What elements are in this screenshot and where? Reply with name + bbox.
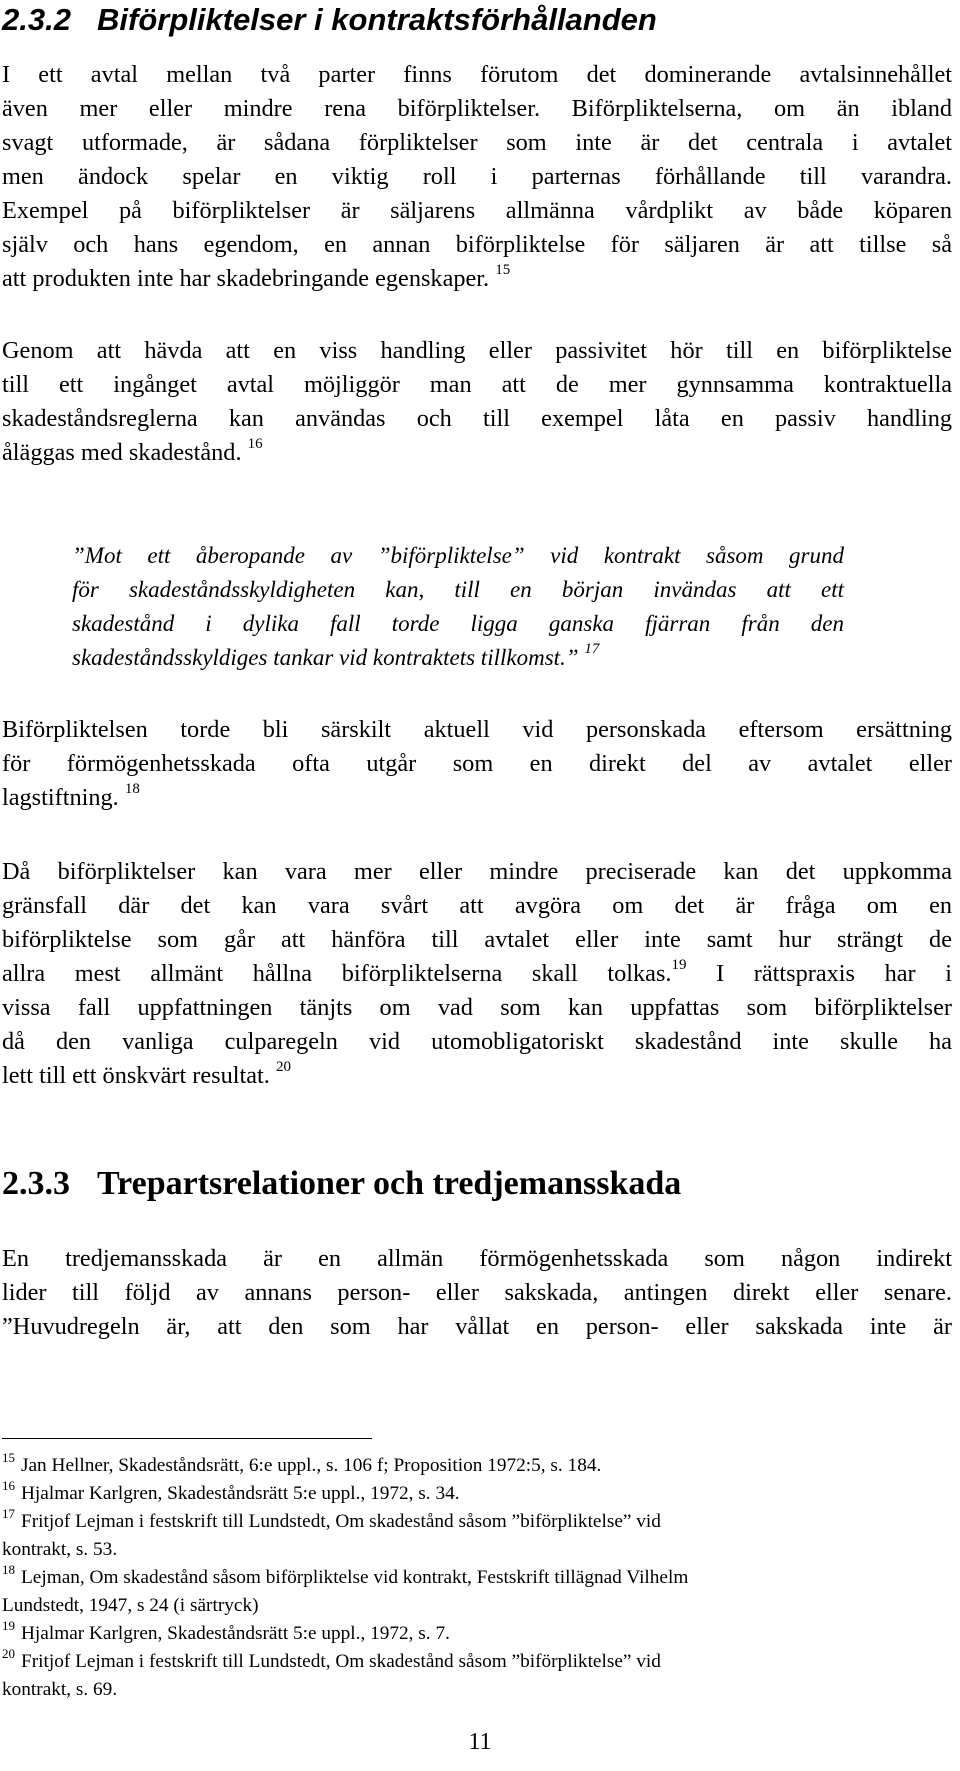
footnote-text: Fritjof Lejman i festskrift till Lundstedt, Om skadestånd såsom ”biförpliktelse” vid <box>21 1511 661 1532</box>
text-line: skadeståndsreglerna kan användas och till exempel låta en passiv handling <box>2 405 952 432</box>
footnote-number: 18 <box>2 1561 15 1577</box>
section-title: Biförpliktelser i kontraktsförhållanden <box>97 2 657 37</box>
paragraph-personskada <box>2 713 952 815</box>
quote-line <box>72 641 844 675</box>
footnote-text: Lejman, Om skadestånd såsom biförpliktelse vid kontrakt, Festskrift tillägnad Vilhelm <box>21 1567 689 1588</box>
footnote-text: Hjalmar Karlgren, Skadeståndsrätt 5:e uppl., 1972, s. 34. <box>21 1483 460 1504</box>
section-number: 2.3.3 <box>2 1165 70 1202</box>
footnote-ref[interactable]: 17 <box>584 641 600 658</box>
text-line <box>2 436 952 470</box>
footnote-text: Fritjof Lejman i festskrift till Lundstedt, Om skadestånd såsom ”biförpliktelse” vid <box>21 1651 661 1672</box>
footnote-text-continued: kontrakt, s. 69. <box>2 1679 118 1700</box>
text-line: En tredjemansskada är en allmän förmögenhetsskada som någon indirekt <box>2 1245 952 1272</box>
quote-line: för skadeståndsskyldigheten kan, till en början invändas att ett <box>72 577 844 602</box>
text-line: ”Huvudregeln är, att den som har vållat en person- eller sakskada inte är <box>2 1313 952 1340</box>
text-line: Exempel på biförpliktelser är säljarens allmänna vårdplikt av både köparen <box>2 197 952 224</box>
footnote-text-continued: Lundstedt, 1947, s 24 (i särtryck) <box>2 1595 259 1616</box>
footnote-number: 15 <box>2 1449 15 1465</box>
quote-line: skadestånd i dylika fall torde ligga ganska fjärran från den <box>72 611 844 636</box>
text-fragment: lagstiftning. <box>2 784 119 811</box>
paragraph-gransfall <box>2 855 952 1093</box>
section-number: 2.3.2 <box>2 2 71 37</box>
footnote-16 <box>2 1477 952 1508</box>
section-heading-2-3-3 <box>2 1162 681 1206</box>
footnote-text: Jan Hellner, Skadeståndsrätt, 6:e uppl., s. 106 f; Proposition 1972:5, s. 184. <box>21 1455 602 1476</box>
footnote-text: Hjalmar Karlgren, Skadeståndsrätt 5:e uppl., 1972, s. 7. <box>21 1623 450 1644</box>
text-line: själv och hans egendom, en annan biförpliktelse för säljaren är att tillse så <box>2 231 952 258</box>
text-fragment: åläggas med skadestånd. <box>2 439 242 466</box>
footnote-ref[interactable]: 16 <box>247 435 263 452</box>
text-fragment: skadeståndsskyldiges tankar vid kontraktets tillkomst.” <box>72 645 579 670</box>
text-fragment: att produkten inte har skadebringande egenskaper. <box>2 265 490 292</box>
section-heading-2-3-2 <box>2 0 657 40</box>
text-line: till ett ingånget avtal möjliggör man att de mer gynnsamma kontraktuella <box>2 371 952 398</box>
footnote-15 <box>2 1449 952 1480</box>
footnote-ref[interactable]: 18 <box>124 780 140 797</box>
footnotes-list <box>2 1449 952 1704</box>
footnote-text-continued: kontrakt, s. 53. <box>2 1539 118 1560</box>
footnote-ref[interactable]: 15 <box>495 261 511 278</box>
footnote-ref[interactable]: 20 <box>275 1058 291 1075</box>
footnote-17 <box>2 1505 952 1564</box>
text-line: men ändock spelar en viktig roll i parternas förhållande till varandra. <box>2 163 952 190</box>
section-title: Trepartsrelationer och tredjemansskada <box>97 1165 682 1202</box>
quote-line: ”Mot ett åberopande av ”biförpliktelse” vid kontrakt såsom grund <box>72 543 844 568</box>
footnote-number: 16 <box>2 1477 15 1493</box>
footnote-separator <box>2 1438 372 1439</box>
text-line <box>2 1059 952 1093</box>
text-line <box>2 262 952 296</box>
text-line: biförpliktelse som går att hänföra till avtalet eller inte samt hur strängt de <box>2 926 952 953</box>
text-line: Då biförpliktelser kan vara mer eller mindre preciserade kan det uppkomma <box>2 858 952 885</box>
text-fragment: lett till ett önskvärt resultat. <box>2 1062 270 1089</box>
paragraph-biforpliktelser-intro <box>2 58 952 296</box>
text-line: svagt utformade, är sådana förpliktelser som inte är det centrala i avtalet <box>2 129 952 156</box>
block-quote-lejman <box>72 539 844 675</box>
footnote-number: 20 <box>2 1645 15 1661</box>
footnote-18 <box>2 1561 952 1620</box>
text-line: även mer eller mindre rena biförpliktelser. Biförpliktelserna, om än ibland <box>2 95 952 122</box>
text-line: lider till följd av annans person- eller sakskada, antingen direkt eller senare. <box>2 1279 952 1306</box>
footnote-number: 19 <box>2 1617 15 1633</box>
text-line <box>2 957 952 991</box>
footnote-number: 17 <box>2 1505 15 1521</box>
text-line: Biförpliktelsen torde bli särskilt aktuell vid personskada eftersom ersättning <box>2 716 952 743</box>
footnote-19 <box>2 1617 952 1648</box>
text-line: Genom att hävda att en viss handling eller passivitet hör till en biförpliktelse <box>2 337 952 364</box>
page-number: 11 <box>468 1729 492 1755</box>
text-line: vissa fall uppfattningen tänjts om vad som kan uppfattas som biförpliktelser <box>2 994 952 1021</box>
paragraph-havda-biforpliktelse <box>2 334 952 470</box>
text-fragment: I rättspraxis har i <box>716 960 952 987</box>
text-line <box>2 781 952 815</box>
text-line: I ett avtal mellan två parter finns förutom det dominerande avtalsinnehållet <box>2 61 952 88</box>
text-line: för förmögenhetsskada ofta utgår som en direkt del av avtalet eller <box>2 750 952 777</box>
text-line: gränsfall där det kan vara svårt att avgöra om det är fråga om en <box>2 892 952 919</box>
footnote-20 <box>2 1645 952 1704</box>
footnote-ref[interactable]: 19 <box>671 956 687 973</box>
paragraph-tredjemansskada <box>2 1242 952 1344</box>
text-fragment: allra mest allmänt hållna biförpliktelserna skall tolkas. <box>2 960 672 987</box>
text-line: då den vanliga culparegeln vid utomobligatoriskt skadestånd inte skulle ha <box>2 1028 952 1055</box>
